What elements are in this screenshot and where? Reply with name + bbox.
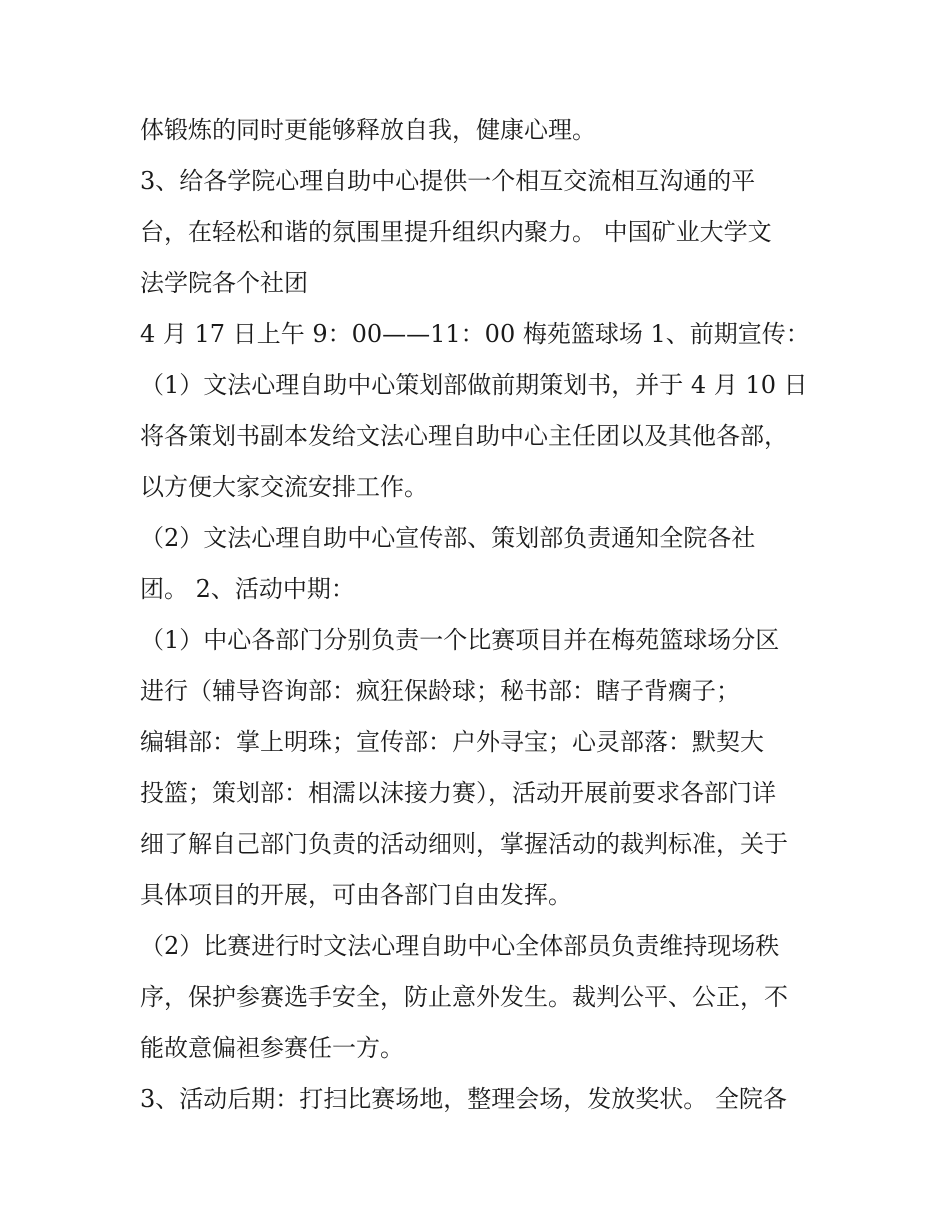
text-line: 将各策划书副本发给文法心理自助中心主任团以及其他各部， xyxy=(140,422,788,450)
text-line: 编辑部：掌上明珠；宣传部：户外寻宝；心灵部落：默契大 xyxy=(140,728,764,756)
text-line: 3、给各学院心理自助中心提供一个相互交流相互沟通的平 xyxy=(140,167,756,195)
text-line: 4 月 17 日上午 9：00——11：00 梅苑篮球场 1、前期宣传： xyxy=(140,320,810,348)
text-line: （2）比赛进行时文法心理自助中心全体部员负责维持现场秩 xyxy=(140,932,780,960)
text-line: （2）文法心理自助中心宣传部、策划部负责通知全院各社 xyxy=(140,524,756,552)
document-body xyxy=(140,105,820,1125)
text-line: 序，保护参赛选手安全，防止意外发生。裁判公平、公正，不 xyxy=(140,983,788,1011)
text-line: 台，在轻松和谐的氛围里提升组织内聚力。 中国矿业大学文 xyxy=(140,218,772,246)
text-line: 具体项目的开展，可由各部门自由发挥。 xyxy=(140,881,572,909)
text-line: 进行（辅导咨询部：疯狂保龄球；秘书部：瞎子背瘸子； xyxy=(140,677,740,705)
text-line: 能故意偏袒参赛任一方。 xyxy=(140,1034,404,1062)
text-line: 体锻炼的同时更能够释放自我，健康心理。 xyxy=(140,116,596,144)
text-line: （1）中心各部门分别负责一个比赛项目并在梅苑篮球场分区 xyxy=(140,626,780,654)
text-line: 投篮；策划部：相濡以沫接力赛），活动开展前要求各部门详 xyxy=(140,779,776,807)
text-line: （1）文法心理自助中心策划部做前期策划书，并于 4 月 10 日 xyxy=(140,371,808,399)
text-line: 3、活动后期：打扫比赛场地，整理会场，发放奖状。 全院各 xyxy=(140,1085,787,1113)
text-line: 法学院各个社团 xyxy=(140,269,308,297)
text-line: 团。 2、活动中期： xyxy=(140,575,355,603)
text-line: 以方便大家交流安排工作。 xyxy=(140,473,428,501)
text-line: 细了解自己部门负责的活动细则，掌握活动的裁判标准，关于 xyxy=(140,830,788,858)
